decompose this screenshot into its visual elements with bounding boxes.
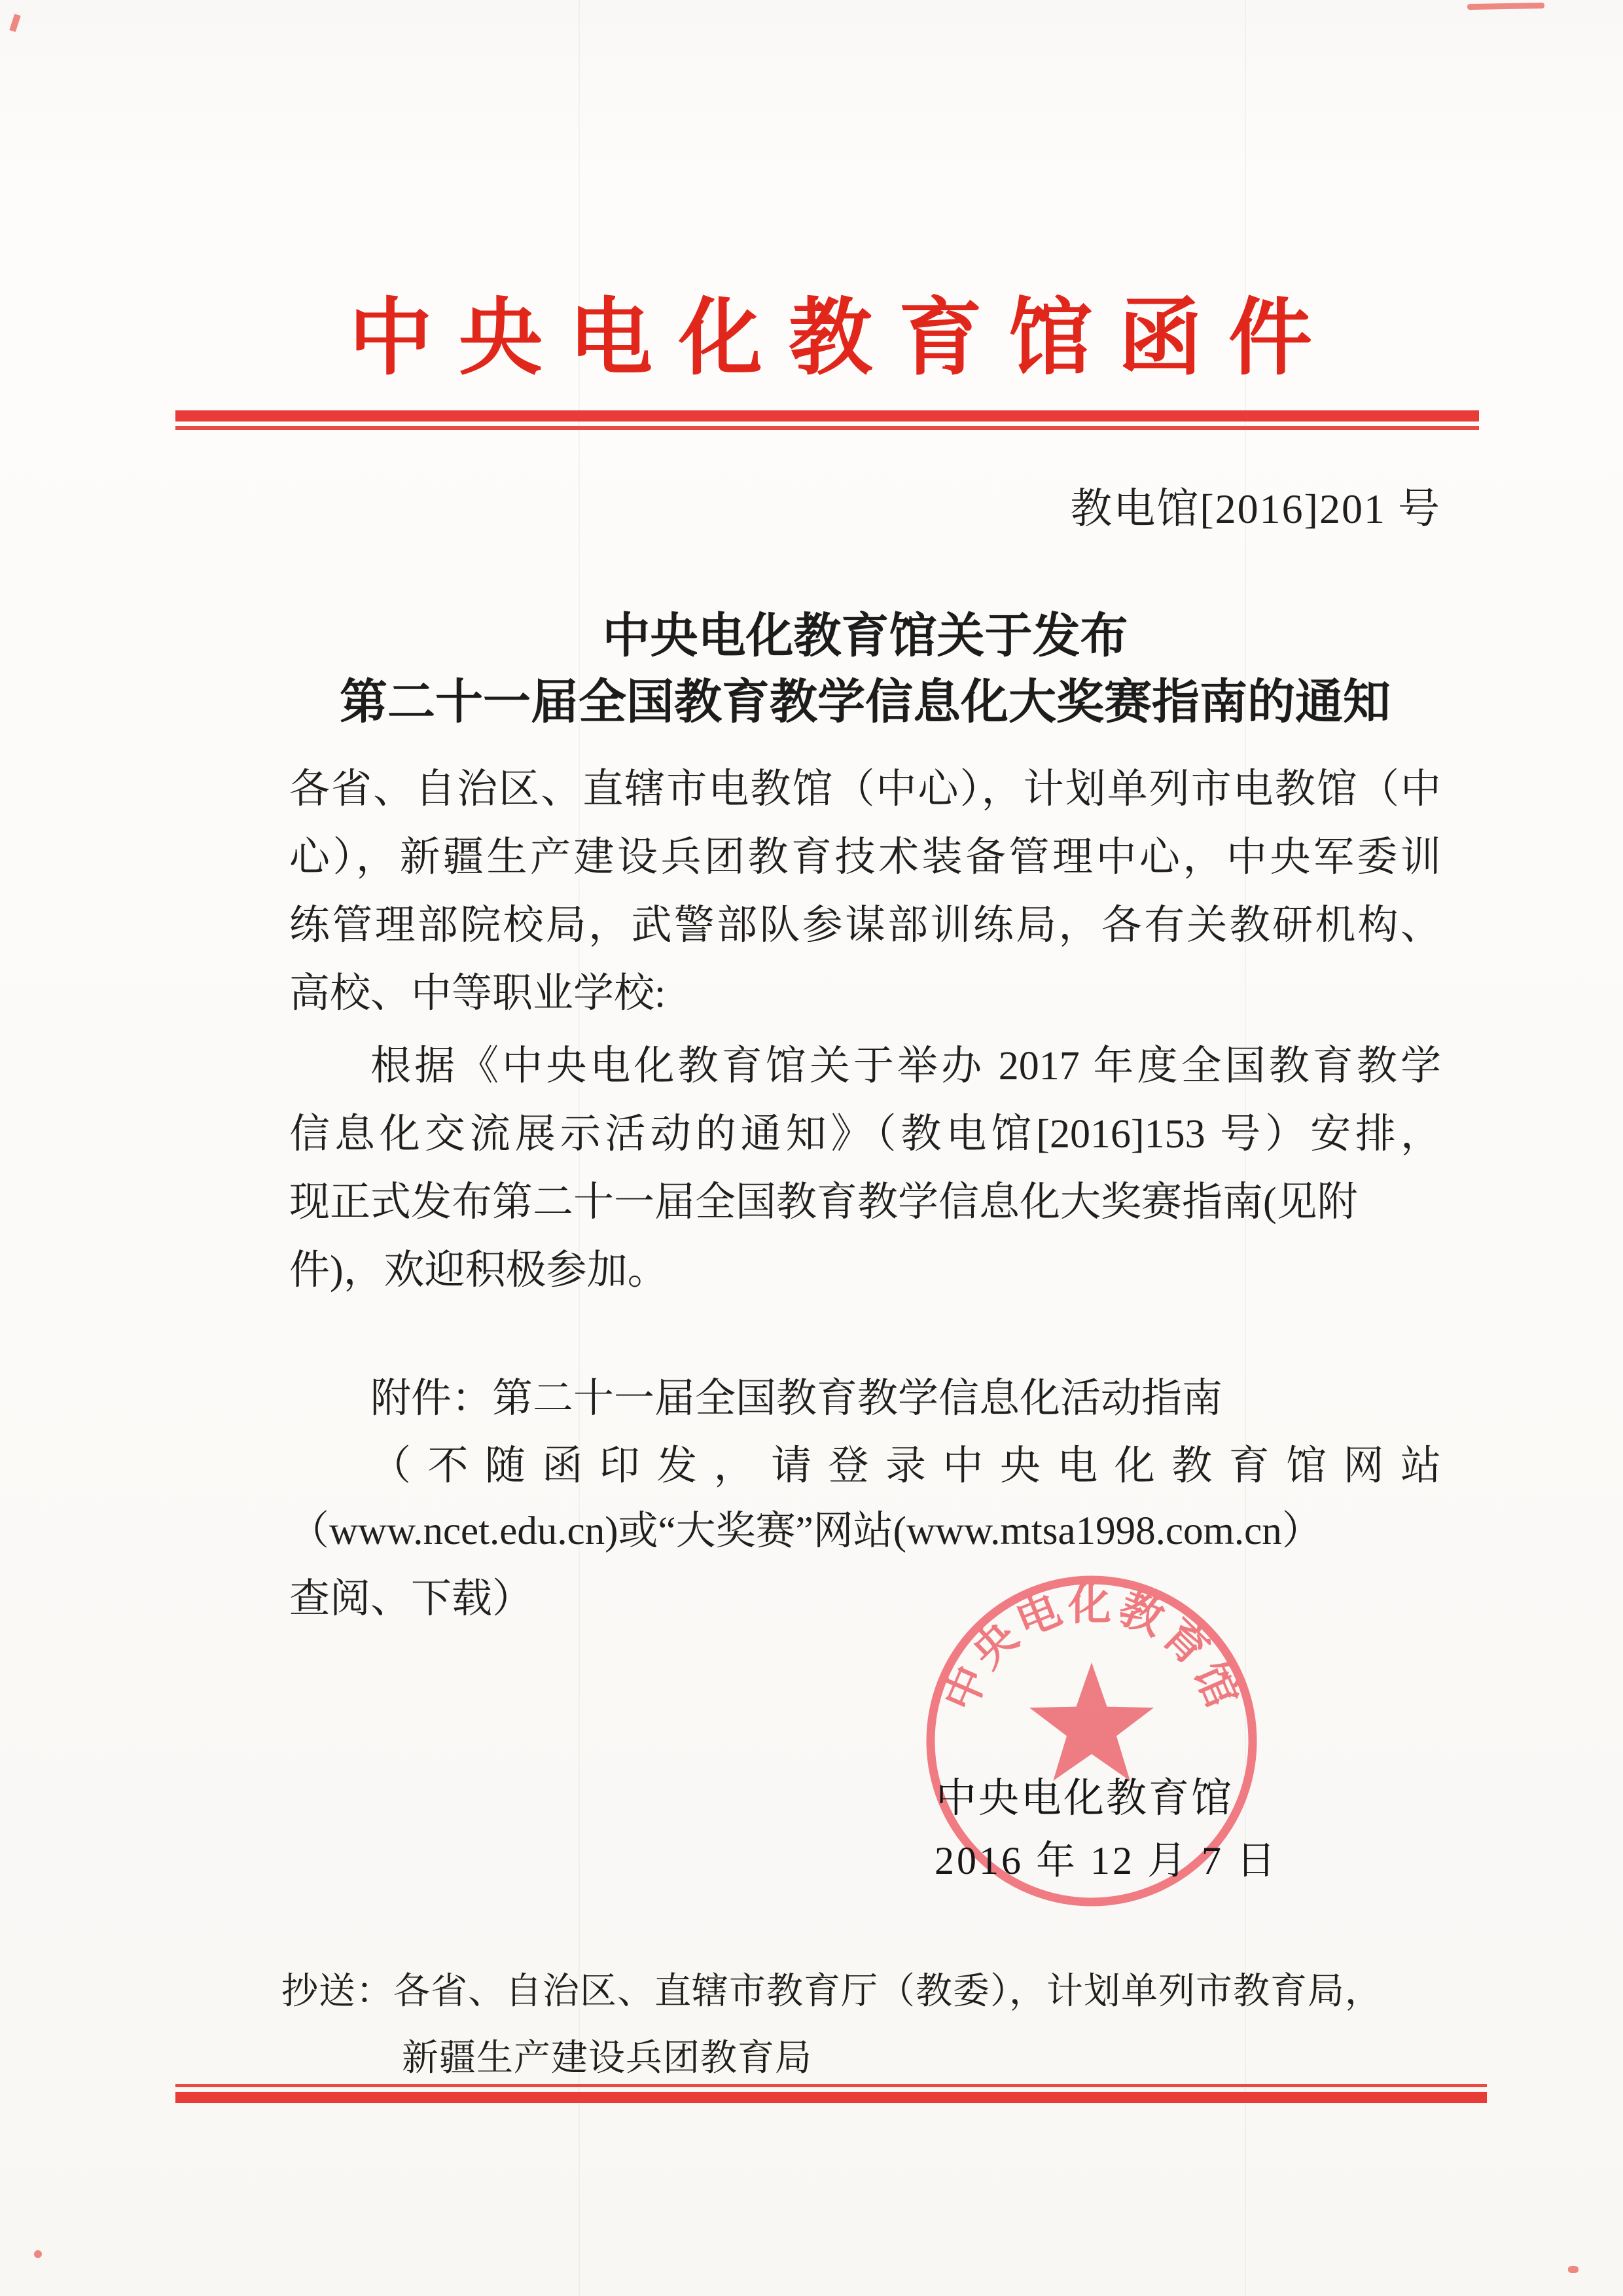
body-line: 现正式发布第二十一届全国教育教学信息化大奖赛指南(见附 bbox=[289, 1180, 1358, 1225]
body-line: 件)，欢迎积极参加。 bbox=[289, 1248, 668, 1293]
attachment-line: （不随函印发，请登录中央电化教育馆网站 bbox=[370, 1444, 1441, 1488]
scan-artifact bbox=[34, 2250, 42, 2258]
cc-line1: 抄送：各省、自治区、直辖市教育厅（教委），计划单列市教育局， bbox=[281, 1971, 1382, 2012]
notice-title-line1: 中央电化教育馆关于发布 bbox=[602, 609, 1128, 662]
body-line: 根据《中央电化教育馆关于举办 2017 年度全国教育教学 bbox=[370, 1044, 1441, 1088]
attachment-url-line: （www.ncet.edu.cn)或“大奖赛”网站(www.mtsa1998.com.cn） bbox=[289, 1509, 1322, 1553]
recipients-line: 练管理部院校局，武警部队参谋部训练局，各有关教研机构、 bbox=[289, 903, 1441, 948]
footer-divider-thin bbox=[175, 2084, 1487, 2087]
document-number: 教电馆[2016]201 号 bbox=[1070, 486, 1441, 532]
scan-artifact bbox=[9, 14, 21, 32]
recipients-line: 各省、自治区、直辖市电教馆（中心），计划单列市电教馆（中 bbox=[289, 767, 1441, 812]
letterhead-banner: 中央电化教育馆函件 bbox=[349, 292, 1339, 385]
signature-date: 2016 年 12 月 7 日 bbox=[935, 1839, 1278, 1882]
header-divider-thin bbox=[175, 426, 1479, 430]
attachment-line: 查阅、下载） bbox=[289, 1577, 533, 1621]
cc-line2: 新疆生产建设兵团教育局 bbox=[402, 2038, 812, 2079]
header-divider-thick bbox=[175, 410, 1479, 422]
footer-divider-thick bbox=[175, 2092, 1487, 2103]
recipients-line: 高校、中等职业学校: bbox=[289, 971, 666, 1016]
seal-star-icon bbox=[1029, 1662, 1154, 1781]
body-line: 信息化交流展示活动的通知》（教电馆[2016]153 号）安排， bbox=[289, 1112, 1441, 1157]
scan-artifact bbox=[1568, 2266, 1578, 2273]
recipients-line: 心），新疆生产建设兵团教育技术装备管理中心，中央军委训 bbox=[289, 835, 1441, 880]
signature-organization: 中央电化教育馆 bbox=[936, 1776, 1234, 1821]
seal-arc-text: 中央电化教育馆 bbox=[935, 1581, 1248, 1718]
attachment-line: 附件：第二十一届全国教育教学信息化活动指南 bbox=[370, 1376, 1223, 1421]
scan-artifact bbox=[1467, 3, 1544, 10]
notice-title-line2: 第二十一届全国教育教学信息化大奖赛指南的通知 bbox=[340, 675, 1391, 728]
